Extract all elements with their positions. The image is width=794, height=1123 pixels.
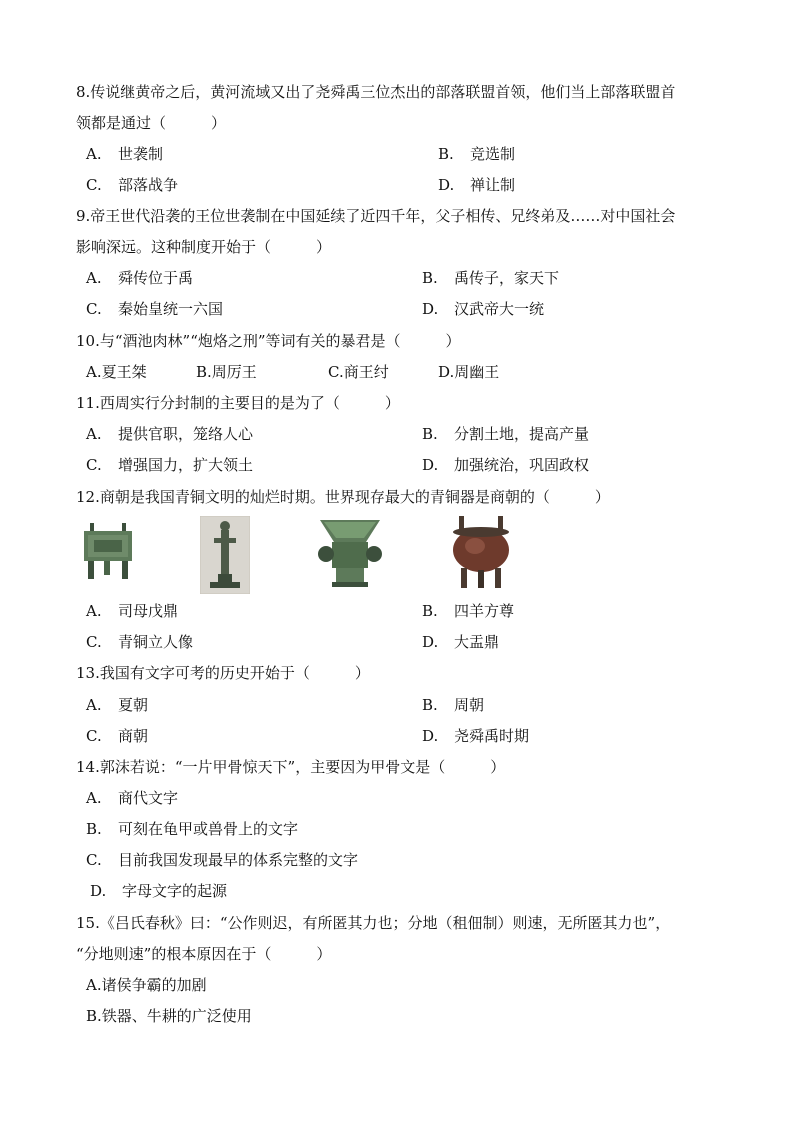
option-label: B. [196,363,212,381]
question-9-option-b[interactable] [422,268,559,288]
option-label: D. [90,882,107,900]
option-label: B. [86,1007,102,1025]
question-15-option-b[interactable] [86,1006,252,1026]
option-label: C. [86,176,102,194]
option-label: C. [86,300,102,318]
question-14-option-b[interactable] [86,819,298,839]
question-13-stem: 13.我国有文字可考的历史开始于（ ） [76,664,370,682]
question-15-option-a[interactable] [86,975,207,995]
option-label: A. [86,425,102,443]
four-goat-square-zun-image [314,516,386,590]
question-11-stem: 11.西周实行分封制的主要目的是为了（ ） [76,394,400,412]
question-14-option-a[interactable] [86,788,178,808]
option-label: C. [328,363,344,381]
question-14-option-d[interactable] [90,881,227,901]
option-text: 周幽王 [454,363,500,381]
option-label: A. [86,696,102,714]
option-label: C. [86,456,102,474]
option-text: 竞选制 [470,145,516,163]
question-13-option-a[interactable] [86,695,148,715]
question-9-option-c[interactable] [86,299,223,319]
option-label: D. [422,727,439,745]
option-label: B. [422,269,438,287]
question-13-option-b[interactable] [422,695,484,715]
option-text: 提供官职，笼络人心 [118,425,254,443]
question-9-stem-line2: 影响深远。这种制度开始于（ ） [76,238,332,256]
option-label: B. [86,820,102,838]
option-label: C. [86,633,102,651]
option-text: 夏朝 [118,696,149,714]
question-12-option-d[interactable] [422,632,499,652]
da-yu-ding-image [449,514,513,594]
option-label: D. [422,300,439,318]
option-text: 商王纣 [343,363,389,381]
bronze-standing-figure-image [200,516,250,594]
option-label: B. [422,602,438,620]
question-9-option-a[interactable] [86,268,193,288]
question-8-option-b[interactable] [438,144,515,164]
option-label: B. [438,145,454,163]
option-text: 夏王桀 [101,363,147,381]
option-text: 司母戊鼎 [118,602,179,620]
option-text: 青铜立人像 [118,633,194,651]
option-label: C. [86,851,102,869]
question-11-option-c[interactable] [86,455,253,475]
option-text: 可刻在龟甲或兽骨上的文字 [118,820,299,838]
question-9-option-d[interactable] [422,299,544,319]
option-text: 字母文字的起源 [122,882,228,900]
option-label: C. [86,727,102,745]
question-8-option-d[interactable] [438,175,515,195]
question-14-stem: 14.郭沫若说：“一片甲骨惊天下”，主要因为甲骨文是（ ） [76,758,506,776]
question-12-option-b[interactable] [422,601,514,621]
option-text: 加强统治，巩固政权 [454,456,590,474]
option-label: D. [422,633,439,651]
option-text: 分割土地，提高产量 [454,425,590,443]
option-text: 四羊方尊 [454,602,515,620]
option-text: 铁器、牛耕的广泛使用 [101,1007,252,1025]
option-label: A. [86,363,102,381]
option-text: 部落战争 [118,176,179,194]
question-10-option-d[interactable] [438,362,499,382]
option-text: 世袭制 [118,145,164,163]
option-text: 周朝 [454,696,485,714]
question-13-option-c[interactable] [86,726,148,746]
question-10-stem: 10.与“酒池肉林”“炮烙之刑”等词有关的暴君是（ ） [76,332,461,350]
question-12-stem: 12.商朝是我国青铜文明的灿烂时期。世界现存最大的青铜器是商朝的（ ） [76,488,610,506]
option-label: D. [438,363,455,381]
option-label: A. [86,789,102,807]
question-15-stem-line2: “分地则速”的根本原因在于（ ） [76,945,332,963]
option-text: 禅让制 [470,176,516,194]
option-text: 秦始皇统一六国 [118,300,224,318]
option-text: 目前我国发现最早的体系完整的文字 [118,851,359,869]
question-8-stem-line2: 领都是通过（ ） [76,114,227,132]
question-12-option-a[interactable] [86,601,178,621]
option-text: 商代文字 [118,789,179,807]
option-label: B. [422,696,438,714]
option-label: A. [86,145,102,163]
question-12-option-c[interactable] [86,632,193,652]
option-text: 尧舜禹时期 [454,727,530,745]
question-11-option-d[interactable] [422,455,589,475]
question-15-stem-line1: 15.《吕氏春秋》曰：“公作则迟，有所匿其力也；分地（租佃制）则速，无所匿其力也”， [76,914,671,932]
question-8-option-c[interactable] [86,175,178,195]
question-8-option-a[interactable] [86,144,163,164]
question-10-option-a[interactable] [86,362,147,382]
option-text: 商朝 [118,727,149,745]
option-text: 周厉王 [211,363,257,381]
question-14-option-c[interactable] [86,850,358,870]
option-text: 舜传位于禹 [118,269,194,287]
option-text: 大盂鼎 [454,633,500,651]
option-text: 增强国力，扩大领土 [118,456,254,474]
option-text: 汉武帝大一统 [454,300,545,318]
question-11-option-a[interactable] [86,424,253,444]
question-8-stem-line1: 8.传说继黄帝之后，黄河流域又出了尧舜禹三位杰出的部落联盟首领，他们当上部落联盟首 [76,83,676,101]
question-11-option-b[interactable] [422,424,589,444]
simuwu-ding-image [80,518,136,582]
question-13-option-d[interactable] [422,726,529,746]
option-label: A. [86,976,102,994]
question-9-stem-line1: 9.帝王世代沿袭的王位世袭制在中国延续了近四千年，父子相传、兄终弟及……对中国社会 [76,207,676,225]
question-10-option-b[interactable] [196,362,257,382]
question-10-option-c[interactable] [328,362,389,382]
option-label: B. [422,425,438,443]
option-label: A. [86,269,102,287]
option-label: D. [438,176,455,194]
option-label: D. [422,456,439,474]
option-label: A. [86,602,102,620]
option-text: 禹传子，家天下 [454,269,560,287]
option-text: 诸侯争霸的加剧 [101,976,207,994]
